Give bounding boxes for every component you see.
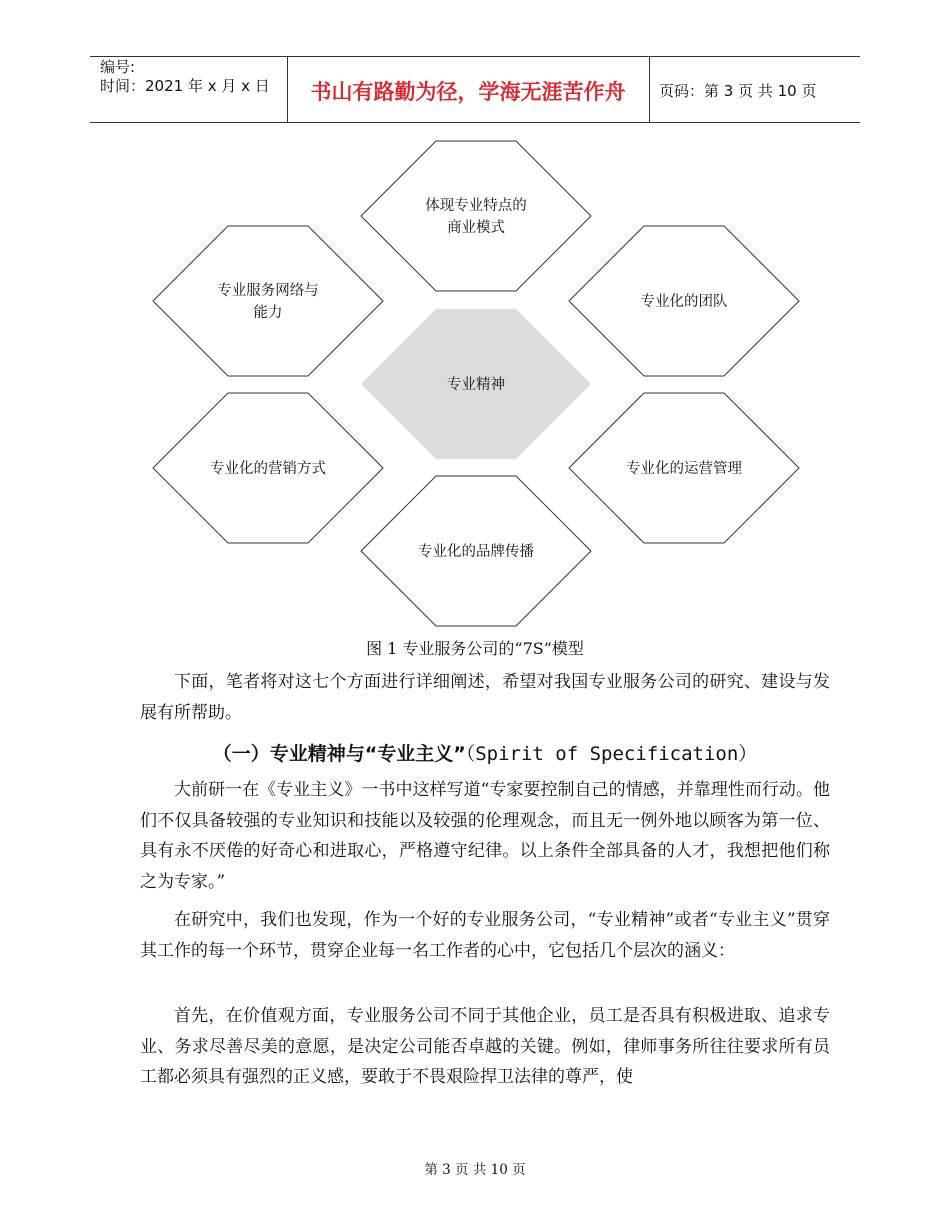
page-footer: 第 3 页 共 10 页 xyxy=(424,1162,526,1178)
figure-caption: 图 1 专业服务公司的“7S”模型 xyxy=(366,639,584,658)
hexagon-label: 能力 xyxy=(253,305,283,321)
paragraph-quote: 大前研一在《专业主义》一书中这样写道“专家要控制自己的情感，并靠理性而行动。他们不仅具备较强的专业知识和技能以及较强的伦理观念，而且无一例外地以顾客为第一位、具有永不厌倦的好奇心和进取心，严格遵守纪律。以上条件全部具备的人才，我想把他们称之为专家。” xyxy=(140,780,830,892)
hexagon-label: 专业化的品牌传播 xyxy=(418,544,534,560)
paragraph-intro: 下面，笔者将对这七个方面进行详细阐述，希望对我国专业服务公司的研究、建设与发展有所帮助。 xyxy=(140,672,830,723)
hexagon-shape xyxy=(361,141,591,291)
hexagon-label: 专业服务网络与 xyxy=(217,283,319,299)
hexagon-label: 专业化的运营管理 xyxy=(626,461,742,477)
hexagon-shape xyxy=(153,226,383,376)
section-heading xyxy=(140,739,830,766)
hex-operations xyxy=(569,393,799,543)
hex-spirit xyxy=(361,309,591,459)
hex-team xyxy=(569,226,799,376)
seven-s-hexagon-diagram xyxy=(150,140,805,630)
hexagon-label: 体现专业特点的 xyxy=(425,198,527,214)
hex-marketing xyxy=(153,393,383,543)
hexagon-label: 专业化的团队 xyxy=(640,294,728,310)
header-motto: 书山有路勤为径，学海无涯苦作舟 xyxy=(310,80,626,104)
hex-business-model xyxy=(361,141,591,291)
paragraph-research: 在研究中，我们也发现，作为一个好的专业服务公司，“专业精神”或者“专业主义”贯穿其工作的每一个环节，贯穿企业每一名工作者的心中，它包括几个层次的涵义： xyxy=(140,910,830,961)
paragraph-values: 首先，在价值观方面，专业服务公司不同于其他企业，员工是否具有积极进取、追求专业、务求尽善尽美的意愿，是决定公司能否卓越的关键。例如，律师事务所往往要求所有员工都必须具有强烈的正义感，要敢于不畏艰险捍卫法律的尊严，使 xyxy=(140,1006,830,1087)
header-top-rule xyxy=(90,56,860,57)
serial-label: 编号: xyxy=(100,58,136,76)
header-bottom-rule xyxy=(90,122,860,123)
hex-service-network xyxy=(153,226,383,376)
header-separator xyxy=(649,56,650,122)
header-page-info: 页码：第 3 页 共 10 页 xyxy=(659,82,817,100)
hexagon-label: 专业化的营销方式 xyxy=(210,461,326,477)
section-heading-zh: （一）专业精神与“专业主义” xyxy=(212,743,466,765)
hex-branding xyxy=(361,476,591,626)
date-label: 时间：2021 年 x 月 x 日 xyxy=(100,77,270,95)
section-heading-en: （Spirit of Specification） xyxy=(465,743,758,765)
hexagon-label: 专业精神 xyxy=(447,377,505,393)
hexagon-label: 商业模式 xyxy=(447,220,505,236)
header-meta xyxy=(100,58,270,96)
